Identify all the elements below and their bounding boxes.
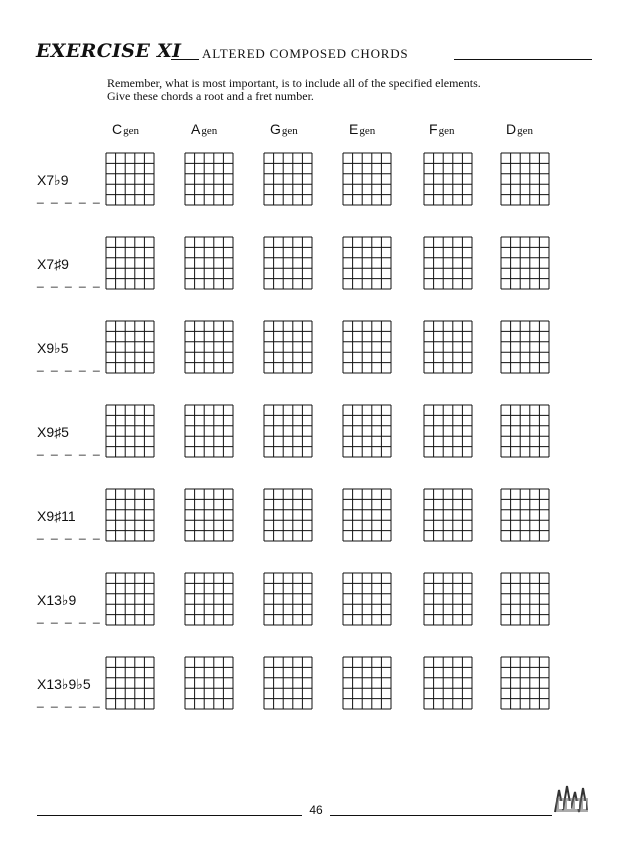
key-label <box>349 121 375 137</box>
chord-diagram-grid <box>342 152 390 204</box>
chord-diagram-grid <box>500 236 548 288</box>
chord-diagram-grid <box>105 488 153 540</box>
key-label <box>270 121 298 137</box>
key-suffix: gen <box>438 125 455 137</box>
answer-blank: _ _ _ _ _ <box>37 610 102 624</box>
chord-diagram-grid <box>263 152 311 204</box>
chord-label: X9♭5 <box>37 340 69 356</box>
chord-diagram-grid <box>105 572 153 624</box>
chord-label: X7♭9 <box>37 172 69 188</box>
chord-diagram-grid <box>500 404 548 456</box>
chord-diagram-grid <box>184 320 232 372</box>
chord-diagram-grid <box>184 404 232 456</box>
chord-diagram-grid <box>500 572 548 624</box>
chord-diagram-grid <box>105 656 153 708</box>
key-suffix: gen <box>201 125 218 137</box>
chord-diagram-grid <box>105 236 153 288</box>
key-suffix: gen <box>517 125 534 137</box>
key-letter: G <box>270 121 281 137</box>
chord-diagram-grid <box>105 404 153 456</box>
chord-diagram-grid <box>342 572 390 624</box>
key-label <box>191 121 217 137</box>
chord-diagram-grid <box>423 572 471 624</box>
answer-blank: _ _ _ _ _ <box>37 274 102 288</box>
key-label <box>429 121 454 137</box>
chord-diagram-grid <box>342 488 390 540</box>
chord-diagram-grid <box>423 404 471 456</box>
footer-rule-right <box>330 815 552 816</box>
key-letter: E <box>349 121 359 137</box>
key-suffix: gen <box>359 125 376 137</box>
chord-diagram-grid <box>263 572 311 624</box>
exercise-title: EXERCISE XI <box>36 40 182 62</box>
instruction-line: Give these chords a root and a fret number. <box>107 89 314 103</box>
chord-diagram-grid <box>184 152 232 204</box>
chord-label: X9♯5 <box>37 424 69 440</box>
chord-diagram-grid <box>263 236 311 288</box>
chord-diagram-grid <box>105 320 153 372</box>
answer-blank: _ _ _ _ _ <box>37 526 102 540</box>
chord-diagram-grid <box>263 488 311 540</box>
key-letter: A <box>191 121 201 137</box>
chord-label: X9♯11 <box>37 508 76 524</box>
answer-blank: _ _ _ _ _ <box>37 358 102 372</box>
chord-diagram-grid <box>184 572 232 624</box>
chord-diagram-grid <box>342 404 390 456</box>
chord-diagram-grid <box>500 152 548 204</box>
chord-diagram-grid <box>423 152 471 204</box>
chord-diagram-grid <box>184 488 232 540</box>
chord-diagram-grid <box>263 404 311 456</box>
page-header <box>36 40 592 64</box>
answer-blank: _ _ _ _ _ <box>37 190 102 204</box>
key-letter: F <box>429 121 438 137</box>
chord-diagram-grid <box>500 488 548 540</box>
chord-diagram-grid <box>342 656 390 708</box>
key-letter: D <box>506 121 517 137</box>
instruction-line: Remember, what is most important, is to include all of the specified elements. <box>107 76 481 90</box>
answer-blank: _ _ _ _ _ <box>37 442 102 456</box>
key-suffix: gen <box>123 125 140 137</box>
chord-diagram-grid <box>184 656 232 708</box>
chord-label: X13♭9♭5 <box>37 676 91 692</box>
chord-diagram-grid <box>500 656 548 708</box>
title-rule-right <box>454 59 592 60</box>
chord-diagram-grid <box>184 236 232 288</box>
answer-blank: _ _ _ _ _ <box>37 694 102 708</box>
footer-rule-left <box>37 815 302 816</box>
title-rule-left <box>171 59 199 60</box>
page-number: 46 <box>309 803 323 817</box>
chord-diagram-grid <box>423 320 471 372</box>
chord-diagram-grid <box>500 320 548 372</box>
chord-label: X13♭9 <box>37 592 77 608</box>
exercise-subtitle: ALTERED COMPOSED CHORDS <box>202 46 409 61</box>
chord-diagram-grid <box>423 656 471 708</box>
key-label <box>506 121 533 137</box>
chord-diagram-grid <box>423 236 471 288</box>
chord-diagram-grid <box>105 152 153 204</box>
chord-diagram-grid <box>342 236 390 288</box>
instructions <box>107 77 481 103</box>
key-letter: C <box>112 121 123 137</box>
chord-diagram-grid <box>263 320 311 372</box>
chord-diagram-grid <box>423 488 471 540</box>
chord-diagram-grid <box>342 320 390 372</box>
chord-label: X7♯9 <box>37 256 69 272</box>
chord-diagram-grid <box>263 656 311 708</box>
publisher-logo-icon <box>553 782 591 816</box>
key-suffix: gen <box>281 125 298 137</box>
key-label <box>112 121 139 137</box>
